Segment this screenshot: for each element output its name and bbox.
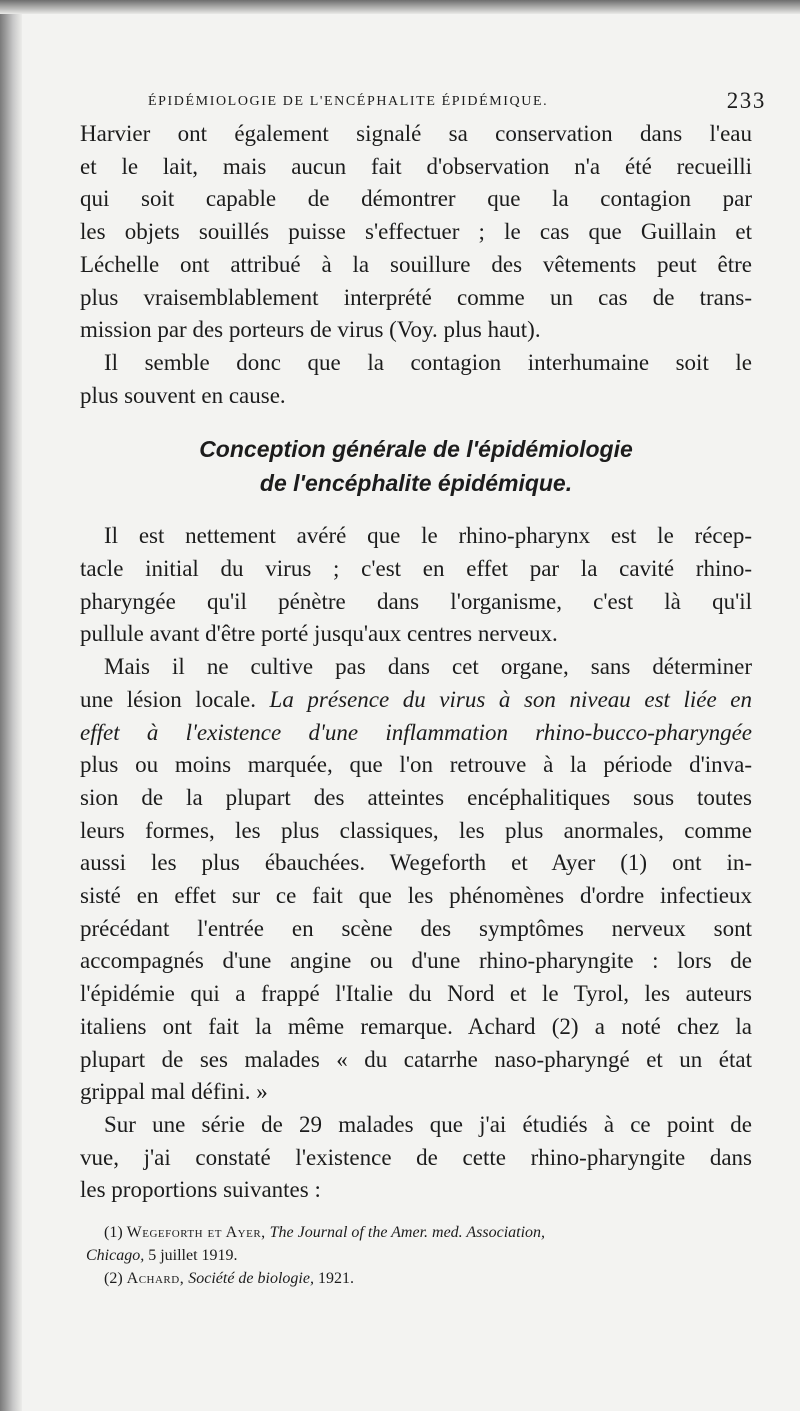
footnote-year: 1921. xyxy=(317,1270,354,1288)
text-line: pullule avant d'être porté jusqu'aux centres nerveux. xyxy=(80,621,558,647)
footnote-journal: The Journal of the Amer. med. Association, xyxy=(269,1224,546,1242)
footnote-2 xyxy=(80,1267,752,1290)
footnote-journal: Société de biologie, xyxy=(188,1270,314,1288)
text-line: plupart de ses malades « du catarrhe naso-pharyngé et un état xyxy=(80,1046,752,1072)
italic-fragment: effet à l'existence d'une inflammation rhino-bucco-pharyngée xyxy=(80,719,752,745)
text-line: les proportions suivantes : xyxy=(80,1177,321,1203)
scan-top-shadow xyxy=(0,0,800,14)
text-line: précédant l'entrée en scène des symptômes nerveux sont xyxy=(80,915,752,941)
footnotes xyxy=(80,1221,752,1290)
text-line: les objets souillés puisse s'effectuer ; le cas que Guillain et xyxy=(80,219,752,245)
text-line: Il est nettement avéré que le rhino-pharynx est le récep- xyxy=(104,523,752,549)
text-line: Harvier ont également signalé sa conservation dans l'eau xyxy=(80,121,752,146)
text-line: plus vraisemblablement interprété comme un cas de trans- xyxy=(80,284,752,310)
text-line: plus ou moins marquée, que l'on retrouve à la période d'inva- xyxy=(80,752,752,778)
footnote-author: Achard, xyxy=(126,1270,185,1288)
paragraph-contagion-objects xyxy=(80,118,752,347)
text-line: Mais il ne cultive pas dans cet organe, sans déterminer xyxy=(104,654,752,680)
text-line: sisté en effet sur ce fait que les phénomènes d'ordre infectieux xyxy=(80,883,752,909)
section-heading-line-1: Conception générale de l'épidémiologie xyxy=(199,436,633,463)
footnote-marker: (1) xyxy=(104,1224,123,1242)
text-line: et le lait, mais aucun fait d'observation n'a été recueilli xyxy=(80,153,752,179)
text-line: aussi les plus ébauchées. Wegeforth et Ayer (1) ont in- xyxy=(80,850,752,876)
footnote-authors: Wegeforth et Ayer, xyxy=(126,1224,266,1242)
text-line: leurs formes, les plus classiques, les plus anormales, comme xyxy=(80,817,752,843)
paragraph-local-lesion xyxy=(80,651,752,1109)
text-line: vue, j'ai constaté l'existence de cette rhino-pharyngite dans xyxy=(80,1144,752,1170)
book-page xyxy=(80,88,766,1290)
paragraph-rhinopharynx xyxy=(80,520,752,651)
italic-fragment: La présence du virus à son niveau est liée en xyxy=(269,686,752,712)
text-line: Léchelle ont attribué à la souillure des vêtements peut être xyxy=(80,251,752,277)
text-line: mission par des porteurs de virus (Voy. plus haut). xyxy=(80,317,541,343)
page-number: 233 xyxy=(726,88,766,113)
section-heading-line-2: de l'encéphalite épidémique. xyxy=(259,470,573,497)
text-line: pharyngée qu'il pénètre dans l'organisme, c'est là qu'il xyxy=(80,588,752,614)
text-line: Sur une série de 29 malades que j'ai étudiés à ce point de xyxy=(104,1111,752,1137)
footnote-place: Chicago, xyxy=(86,1247,145,1265)
text-line: tacle initial du virus ; c'est en effet par la cavité rhino- xyxy=(80,556,752,582)
paragraph-series-29 xyxy=(80,1109,752,1207)
running-head-title: ÉPIDÉMIOLOGIE DE L'ENCÉPHALITE ÉPIDÉMIQUE. xyxy=(148,94,549,109)
running-head xyxy=(80,88,766,118)
scan-edge-shadow xyxy=(0,0,22,1411)
text-line: accompagnés d'une angine ou d'une rhino-pharyngite : lors de xyxy=(80,948,752,974)
text-line: plus souvent en cause. xyxy=(80,382,286,408)
paragraph-interhuman-contagion xyxy=(80,347,752,412)
footnote-marker: (2) xyxy=(104,1270,123,1288)
text-line: italiens ont fait la même remarque. Achard (2) a noté chez la xyxy=(80,1013,752,1039)
footnote-1-continued xyxy=(80,1244,752,1267)
footnote-date: 5 juillet 1919. xyxy=(148,1247,238,1265)
text-line: l'épidémie qui a frappé l'Italie du Nord et le Tyrol, les auteurs xyxy=(80,981,752,1007)
text-line: sion de la plupart des atteintes encéphalitiques sous toutes xyxy=(80,784,752,810)
footnote-1 xyxy=(80,1221,752,1244)
section-heading xyxy=(80,432,752,500)
text-line: Il semble donc que la contagion interhumaine soit le xyxy=(104,349,752,375)
text-line: grippal mal défini. » xyxy=(80,1079,268,1105)
text-line: qui soit capable de démontrer que la contagion par xyxy=(80,186,752,212)
text-line-mixed xyxy=(80,684,752,717)
text-fragment: une lésion locale. xyxy=(80,686,270,712)
text-line-italic xyxy=(80,717,752,750)
